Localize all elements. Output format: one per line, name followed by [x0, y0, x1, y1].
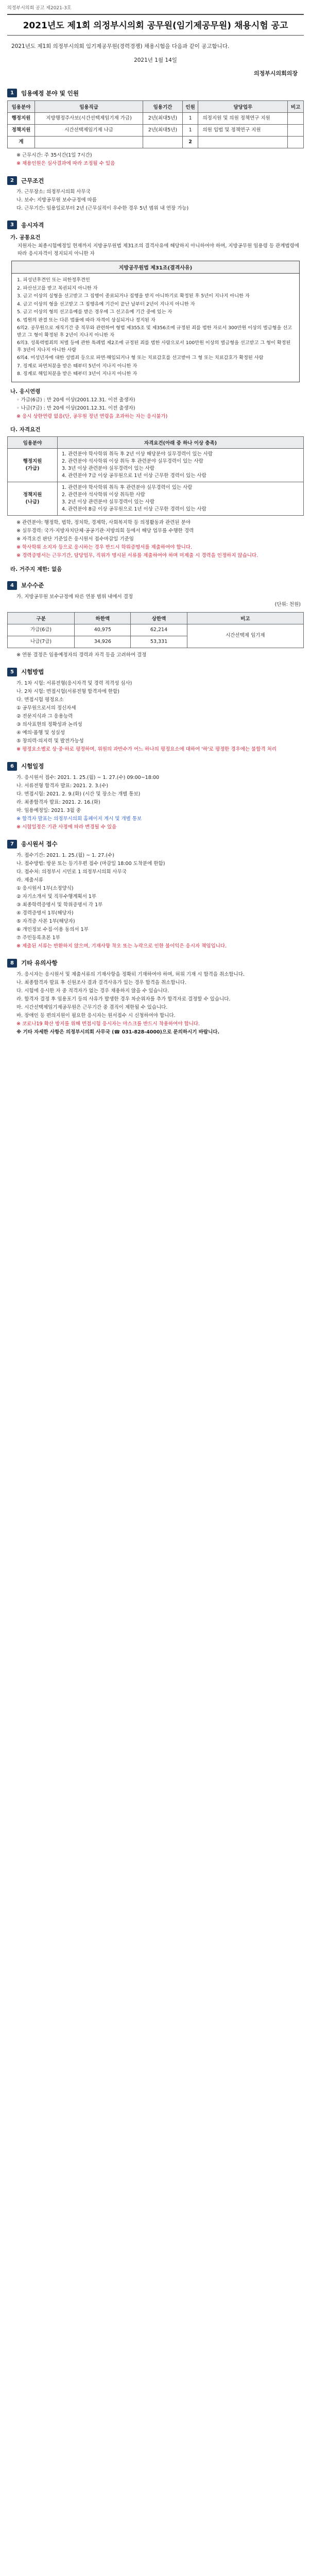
table-cell: 1 — [182, 113, 198, 125]
list-item: 라. 제출서류 — [16, 877, 43, 883]
list-item: ① 공무원으로서의 정신자세 — [16, 705, 76, 711]
list-item: ⑤ 창의력·의지력 및 발전가능성 — [16, 738, 84, 744]
list-item: 다. 근무기간: 임용일로부터 2년 (근무실적이 우수한 경우 5년 범위 내 연장 가능) — [16, 206, 189, 211]
table-cell: 1 — [182, 125, 198, 137]
positions-notes — [7, 151, 304, 168]
section-number: 7 — [7, 840, 17, 849]
note-line: ※ 근무시간: 주 35시간(1일 7시간) — [16, 152, 92, 158]
list-item: 다. 면접시험 평정요소 — [16, 697, 64, 703]
paragraph: 가. 지방공무원 보수규정에 따른 연봉 범위 내에서 결정 — [16, 594, 133, 600]
requirements-table — [7, 436, 304, 516]
note-line: ※ 시험일정은 기관 사정에 따라 변경될 수 있음 — [16, 824, 117, 830]
positions-table — [7, 100, 304, 148]
note-line: ※ 평정요소별로 상·중·하로 평정하며, 위원의 과반수가 어느 하나의 평정요소에 대하여 '하'로 평정한 경우에는 불합격 처리 — [16, 746, 277, 752]
section-title: 응시자격 — [21, 221, 44, 229]
subsection-title: 다. 자격요건 — [10, 426, 41, 433]
age-list — [7, 396, 304, 420]
table-row — [8, 125, 304, 137]
notes-list — [7, 971, 304, 1020]
note-line: ※ 연봉 결정은 임용예정자의 경력과 자격 등을 고려하여 결정 — [16, 652, 147, 658]
list-item: ④ 예의·품행 및 성실성 — [16, 730, 65, 736]
table-cell: 1. 관련분야 학사학위 취득 후 관련분야 실무경력이 있는 사람 2. 관련분야 석사학위 이상 취득한 사람 3. 2년 이상 관련분야 실무경력이 있는 사람 4. 관련분야 8급 이상 공무원으로 1년 이상 근무한 경력이 있는 사람 — [58, 482, 304, 515]
table-header: 자격요건(아래 중 하나 이상 충족) — [58, 436, 304, 448]
note-line: ※ 합격자 발표는 의정부시의회 홈페이지 게시 및 개별 통보 — [16, 816, 142, 822]
note-line: ※ 자격요건 판단 기준일은 응시원서 접수마감일 기준임 — [16, 536, 134, 542]
table-header: 담당업무 — [198, 101, 288, 113]
total-value: 2 — [182, 137, 198, 148]
table-cell: 2년(최대5년) — [143, 125, 183, 137]
subsection-title: 라. 거주지 제한: 없음 — [10, 566, 62, 572]
list-item: 나. 최종합격자 발표 후 신원조사 결과 결격사유가 있는 경우 합격을 취소합니다. — [16, 979, 186, 986]
list-item: ⑦ 주민등록초본 1부 — [16, 935, 60, 941]
note-line: ※ 코로나19 확산 방지를 위해 면접시험 응시자는 마스크를 반드시 착용하여야 합니다. — [16, 1021, 200, 1027]
section-number: 4 — [7, 581, 17, 590]
list-item: 다. 면접시험: 2021. 2. 9.(화) (시간 및 장소는 개별 통보) — [16, 791, 141, 797]
list-item: 가. 1차 시험: 서류전형(응시자격 및 경력 적격성 심사) — [16, 680, 132, 686]
note-line: ※ 경력증명서는 근무기간, 담당업무, 직위가 명시된 서류를 제출하여야 하며 미제출 시 경력을 인정하지 않습니다. — [16, 552, 258, 558]
table-row — [8, 448, 304, 482]
section-number: 3 — [7, 221, 17, 229]
exam-method-list — [7, 680, 304, 745]
list-item: 가. 접수기간: 2021. 1. 25.(월) ~ 1. 27.(수) — [16, 852, 114, 858]
section-title: 응시원서 접수 — [21, 840, 58, 848]
table-header: 비고 — [187, 612, 303, 624]
list-item: ② 전문지식과 그 응용능력 — [16, 713, 73, 719]
note-line: ※ 제출된 서류는 반환하지 않으며, 기재사항 착오 또는 누락으로 인한 불이익은 응시자 책임입니다. — [16, 943, 227, 949]
list-item: 마. 시간선택제임기제공무원은 근무기간 중 겸직이 제한될 수 있습니다. — [16, 1004, 168, 1010]
list-item: 4. 금고 이상의 형을 선고받고 그 집행유예 기간이 끝난 날부터 2년이 지나지 아니한 자 — [17, 301, 195, 307]
list-item: 1. 피성년후견인 또는 피한정후견인 — [17, 277, 90, 283]
list-item: 가. 응시자는 응시원서 및 제출서류의 기재사항을 정확히 기재하여야 하며, 허위 기재 시 합격을 취소합니다. — [16, 971, 245, 977]
section-title: 임용예정 분야 및 인원 — [21, 89, 79, 97]
note-line: ※ 실무경력: 국가·지방자치단체·공공기관·지방의회 등에서 해당 업무를 수행한 경력 — [16, 528, 194, 534]
announcement-page — [0, 0, 311, 1037]
conditions-list — [7, 188, 304, 212]
list-item: 라. 최종합격자 발표: 2021. 2. 16.(화) — [16, 799, 100, 805]
subsection-title: 나. 응시연령 — [10, 388, 41, 395]
list-item: ③ 최종학력증명서 및 학위증명서 각 1부 — [16, 902, 103, 908]
list-item: 바. 장애인 등 편의지원이 필요한 응시자는 원서접수 시 신청하여야 합니다. — [16, 1012, 176, 1019]
table-cell: 시간선택제임기제 나급 — [34, 125, 143, 137]
list-item: 가. 응시원서 접수: 2021. 1. 25.(월) ~ 1. 27.(수) 09:00~18:00 — [16, 774, 160, 781]
table-cell: 의정지원 및 의원 정책연구 지원 — [198, 113, 288, 125]
note-line: ※ 관련분야: 행정학, 법학, 정치학, 경제학, 사회복지학 등 의정활동과 관련된 분야 — [16, 519, 191, 526]
unit-label: (단위: 천원) — [274, 601, 301, 607]
section-exam-method — [7, 668, 304, 754]
table-cell: 2년(최대5년) — [143, 113, 183, 125]
table-header: 하한액 — [75, 612, 131, 624]
application-list — [7, 852, 304, 942]
lead-paragraph: 2021년도 제1회 의정부시의회 임기제공무원(경력경쟁) 채용시험을 다음과 같이 공고합니다. — [11, 43, 230, 49]
list-item: 나. 접수방법: 방문 또는 등기우편 접수 (마감일 18:00 도착분에 한함) — [16, 860, 165, 867]
section-application — [7, 840, 304, 951]
section-title: 기타 유의사항 — [21, 959, 58, 967]
box-body — [12, 274, 299, 382]
list-item: 2. 파산선고를 받고 복권되지 아니한 자 — [17, 285, 98, 291]
table-cell: 정책지원 — [8, 125, 35, 137]
table-cell: 시간선택제 임기제 — [187, 624, 303, 648]
table-cell: 62,214 — [131, 624, 187, 636]
list-item: ② 자기소개서 및 직무수행계획서 1부 — [16, 893, 97, 900]
list-item: 다. 접수처: 의정부시 시민로 1 의정부시의회 사무국 — [16, 869, 127, 875]
section-title: 시험방법 — [21, 668, 44, 675]
table-header: 임용기간 — [143, 101, 183, 113]
list-item: ⑤ 자격증 사본 1부(해당자) — [16, 918, 75, 924]
section-title: 시험일정 — [21, 762, 44, 770]
section-number: 1 — [7, 89, 17, 97]
disqualification-box — [11, 261, 300, 382]
table-cell: 나급(7급) — [8, 636, 75, 648]
table-header: 인원 — [182, 101, 198, 113]
issuing-organization: 의정부시의회의장 — [253, 70, 298, 77]
requirements-notes — [7, 519, 304, 560]
list-item: 나. 서류전형 합격자 발표: 2021. 2. 3.(수) — [16, 783, 109, 789]
total-label: 계 — [8, 137, 35, 148]
box-title: 지방공무원법 제31조(결격사유) — [12, 261, 299, 274]
title-box — [7, 14, 304, 36]
section-positions — [7, 89, 304, 168]
list-item: 가. 근무장소: 의정부시의회 사무국 — [16, 189, 91, 195]
table-cell: 행정지원 — [8, 113, 35, 125]
salary-table — [7, 612, 304, 648]
table-header: 임용분야 — [8, 101, 35, 113]
list-item: ① 응시원서 1부(소정양식) — [16, 885, 74, 891]
note-line: ※ 채용인원은 심사결과에 따라 조정될 수 있음 — [16, 161, 115, 166]
table-header: 임용분야 — [8, 436, 58, 448]
table-cell: 의원 입법 및 정책연구 지원 — [198, 125, 288, 137]
list-item: 다. 시험에 응시한 자 중 적격자가 없는 경우 채용하지 않을 수 있습니다. — [16, 988, 169, 994]
announcement-date: 2021년 1월 14일 — [134, 57, 177, 63]
list-item: 6. 법원의 판결 또는 다른 법률에 따라 자격이 상실되거나 정지된 자 — [17, 317, 156, 323]
section-number: 6 — [7, 762, 17, 771]
list-item: 5. 금고 이상의 형의 선고유예를 받은 경우에 그 선고유예 기간 중에 있는 자 — [17, 309, 172, 315]
table-cell: 가급(6급) — [8, 624, 75, 636]
table-header: 비고 — [288, 101, 304, 113]
list-item: 3. 금고 이상의 실형을 선고받고 그 집행이 종료되거나 집행을 받지 아니하기로 확정된 후 5년이 지나지 아니한 자 — [17, 293, 250, 299]
page-title: 2021년도 제1회 의정부시의회 공무원(임기제공무원) 채용시험 공고 — [23, 21, 288, 31]
table-cell — [288, 125, 304, 137]
table-cell: 1. 관련분야 학사학위 취득 후 2년 이상 해당분야 실무경력이 있는 사람 2. 관련분야 석사학위 이상 취득 후 관련분야 실무경력이 있는 사람 3. 3년 이상 관련분야 실무경력이 있는 사람 4. 관련분야 7급 이상 공무원으로 1년 이상 근무한 경력이 있는 사람 — [58, 448, 304, 482]
section-conditions — [7, 176, 304, 212]
table-row — [8, 482, 304, 515]
table-cell: 행정지원 (가급) — [8, 448, 58, 482]
list-item: 나. 보수: 지방공무원 보수규정에 따름 — [16, 197, 97, 203]
schedule-list — [7, 774, 304, 815]
list-item: 7. 징계로 파면처분을 받은 때부터 5년이 지나지 아니한 자 — [17, 363, 137, 369]
section-salary — [7, 581, 304, 659]
list-item: 마. 임용예정일: 2021. 3월 중 — [16, 807, 81, 814]
table-cell — [288, 113, 304, 125]
table-header: 임용직급 — [34, 101, 143, 113]
paragraph: 지원자는 최종시험예정일 현재까지 지방공무원법 제31조의 결격사유에 해당하지 아니하여야 하며, 지방공무원 임용령 등 관계법령에 따라 응시자격이 정지되지 아니한 자 — [18, 243, 299, 257]
table-cell: 53,331 — [131, 636, 187, 648]
list-item: 6의2. 공무원으로 재직기간 중 직무와 관련하여 형법 제355조 및 제356조에 규정된 죄를 범한 자로서 300만원 이상의 벌금형을 선고받고 그 형이 확정된 후 2년이 지나지 아니한 자 — [17, 325, 292, 338]
list-item: ◦ 가급(6급) : 만 20세 이상(2001.12.31. 이전 출생자) — [16, 397, 135, 403]
section-title: 보수수준 — [21, 582, 44, 589]
list-item: 8. 징계로 해임처분을 받은 때부터 3년이 지나지 아니한 자 — [17, 371, 137, 377]
table-row — [8, 624, 304, 636]
list-item: ⑥ 개인정보 수집·이용 동의서 1부 — [16, 926, 89, 933]
section-schedule — [7, 762, 304, 832]
table-row — [8, 113, 304, 125]
subsection-title: 가. 공통요건 — [10, 234, 41, 241]
list-item: 라. 합격자 결정 후 임용포기 등의 사유가 발생한 경우 차순위자를 추가 합격자로 결정할 수 있습니다. — [16, 996, 231, 1002]
table-header: 상한액 — [131, 612, 187, 624]
list-item: 6의3. 성폭력범죄의 처벌 등에 관한 특례법 제2조에 규정된 죄를 범한 사람으로서 100만원 이상의 벌금형을 선고받고 그 형이 확정된 후 3년이 지나지 아니한 사람 — [17, 340, 291, 353]
section-qualifications — [7, 221, 304, 573]
list-item: 6의4. 미성년자에 대한 성범죄 등으로 파면·해임되거나 형 또는 치료감호를 선고받아 그 형 또는 치료감호가 확정된 사람 — [17, 355, 264, 361]
table-header: 구분 — [8, 612, 75, 624]
announcement-number: 의정부시의회 공고 제2021-3호 — [7, 6, 72, 11]
table-cell: 34,926 — [75, 636, 131, 648]
list-item: ④ 경력증명서 1부(해당자) — [16, 910, 74, 916]
table-cell: 정책지원 (나급) — [8, 482, 58, 515]
note-line: ※ 학사학위 소지자 등으로 응시하는 경우 반드시 학위증명서를 제출하여야 합니다. — [16, 544, 192, 550]
list-item: ※ 응시 상한연령 없음(단, 공무원 정년 연령을 초과하는 자는 응시불가) — [16, 413, 168, 419]
table-cell: 지방행정주사보(시간선택제임기제 가급) — [34, 113, 143, 125]
table-total-row — [8, 137, 304, 148]
contact-line: ※ 기타 자세한 사항은 의정부시의회 사무국 (☎ 031-828-4000)으로 문의하시기 바랍니다. — [16, 1029, 220, 1035]
section-number: 2 — [7, 176, 17, 185]
section-number: 5 — [7, 668, 17, 676]
section-notes — [7, 959, 304, 1037]
list-item: 나. 2차 시험: 면접시험(서류전형 합격자에 한함) — [16, 688, 119, 694]
list-item: ◦ 나급(7급) : 만 20세 이상(2001.12.31. 이전 출생자) — [16, 405, 135, 411]
table-cell: 40,975 — [75, 624, 131, 636]
section-number: 8 — [7, 959, 17, 968]
list-item: ③ 의사표현의 정확성과 논리성 — [16, 721, 82, 727]
section-title: 근무조건 — [21, 177, 44, 184]
